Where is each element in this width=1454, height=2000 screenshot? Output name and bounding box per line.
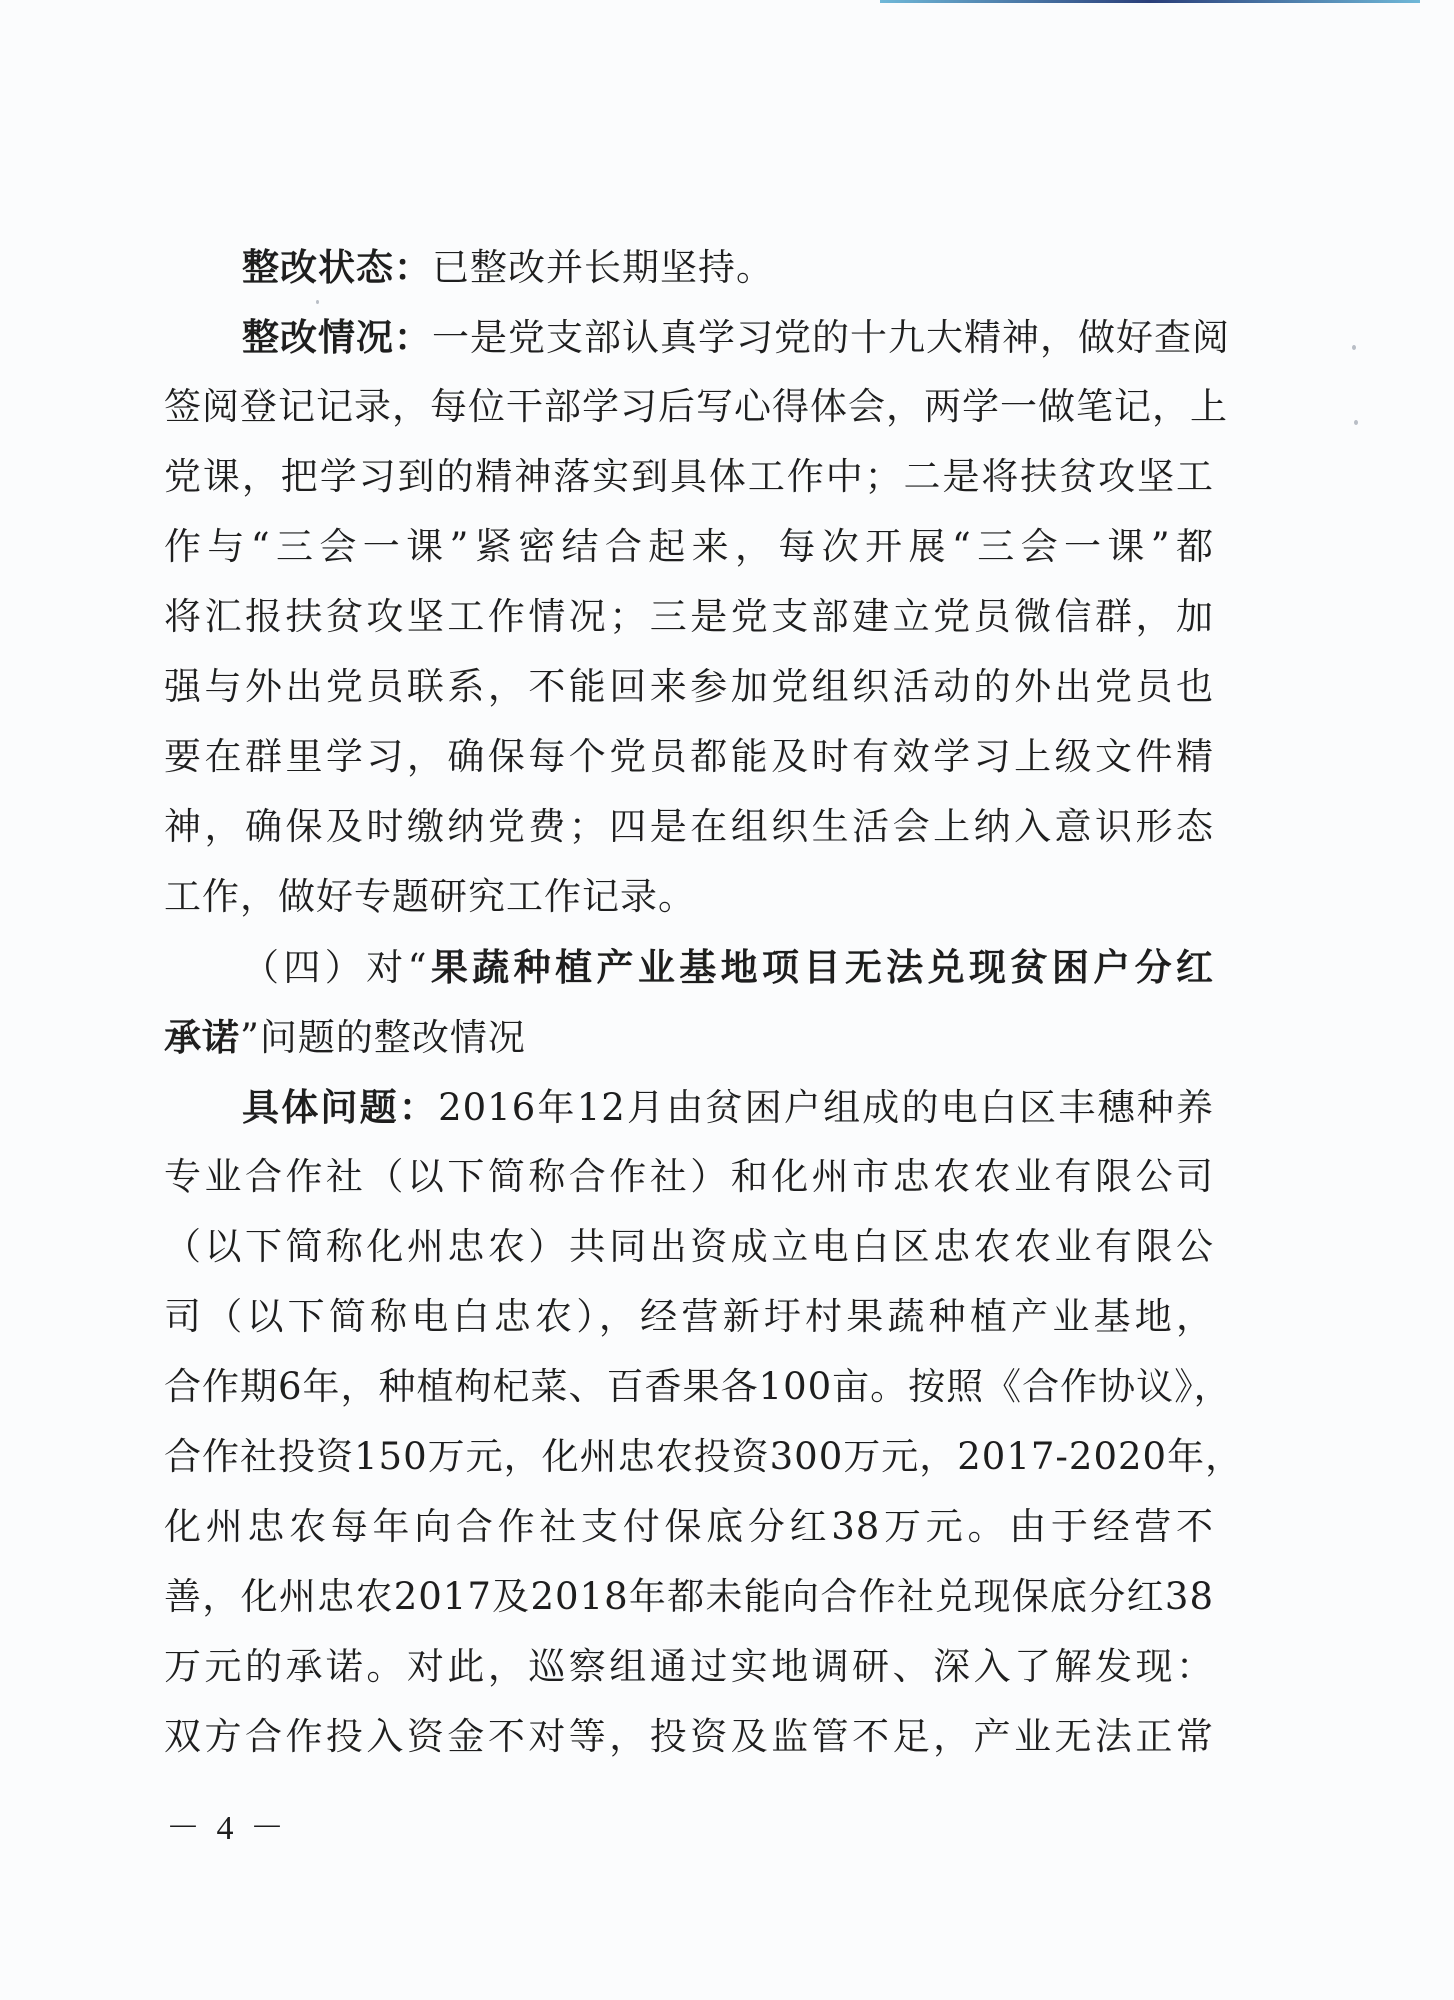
- problem-label: 具体问题：: [242, 1085, 439, 1129]
- scan-speck: [316, 300, 319, 304]
- document-body: [164, 232, 1244, 1772]
- heading-prefix: （四）对“: [242, 946, 428, 989]
- section-heading-line-1: [164, 932, 1214, 1002]
- situation-line-7: 神，确保及时缴纳党费；四是在组织生活会上纳入意识形态: [164, 805, 1214, 848]
- problem-line-1: 专业合作社（以下简称合作社）和化州市忠农农业有限公司: [164, 1155, 1214, 1198]
- problem-line-2: （以下简称化州忠农）共同出资成立电白区忠农农业有限公: [164, 1225, 1214, 1268]
- scan-edge-artifact: [880, 0, 1420, 3]
- heading-bold-1: 果蔬种植产业基地项目无法兑现贫困户分红: [427, 945, 1214, 989]
- problem-line-3: 司（以下简称电白忠农），经营新圩村果蔬种植产业基地，: [164, 1295, 1214, 1338]
- page-number: － 4 －: [166, 1810, 288, 1847]
- heading-suffix: ”问题的整改情况: [240, 1016, 526, 1059]
- problem-line-9: 双方合作投入资金不对等，投资及监管不足，产业无法正常: [164, 1715, 1214, 1758]
- situation-label: 整改情况：: [242, 315, 432, 359]
- problem-line-8: 万元的承诺。对此，巡察组通过实地调研、深入了解发现：: [164, 1645, 1214, 1688]
- problem-line-4: 合作期6年，种植枸杞菜、百香果各100亩。按照《合作协议》，: [164, 1365, 1232, 1408]
- situation-line-5: 强与外出党员联系，不能回来参加党组织活动的外出党员也: [164, 665, 1214, 708]
- situation-line-0: 整改情况：一是党支部认真学习党的十九大精神，做好查阅: [242, 315, 1230, 359]
- scan-speck: [1354, 420, 1358, 425]
- situation-line-1: 签阅登记记录，每位干部学习后写心得体会，两学一做笔记，上: [164, 385, 1228, 428]
- situation-line-2: 党课，把学习到的精神落实到具体工作中；二是将扶贫攻坚工: [164, 455, 1214, 498]
- problem-line-7: 善，化州忠农2017及2018年都未能向合作社兑现保底分红38: [164, 1575, 1214, 1618]
- problem-line-6: 化州忠农每年向合作社支付保底分红38万元。由于经营不: [164, 1505, 1214, 1548]
- rectification-status: [164, 232, 1214, 302]
- problem-line-0: 具体问题：2016年12月由贫困户组成的电白区丰穗种养: [242, 1085, 1215, 1129]
- status-label: 整改状态：: [242, 245, 432, 289]
- heading-bold-2: 承诺: [164, 1015, 240, 1059]
- problem-line-5: 合作社投资150万元，化州忠农投资300万元，2017-2020年，: [164, 1435, 1244, 1478]
- situation-line-3: 作与“三会一课”紧密结合起来，每次开展“三会一课”都: [164, 525, 1214, 568]
- situation-line-8: 工作，做好专题研究工作记录。: [164, 875, 696, 918]
- situation-line-6: 要在群里学习，确保每个党员都能及时有效学习上级文件精: [164, 735, 1214, 778]
- section-heading-line-2: [164, 1002, 1214, 1072]
- situation-line-4: 将汇报扶贫攻坚工作情况；三是党支部建立党员微信群，加: [164, 595, 1214, 638]
- status-text: 已整改并长期坚持。: [432, 246, 774, 289]
- scan-speck: [1352, 345, 1356, 350]
